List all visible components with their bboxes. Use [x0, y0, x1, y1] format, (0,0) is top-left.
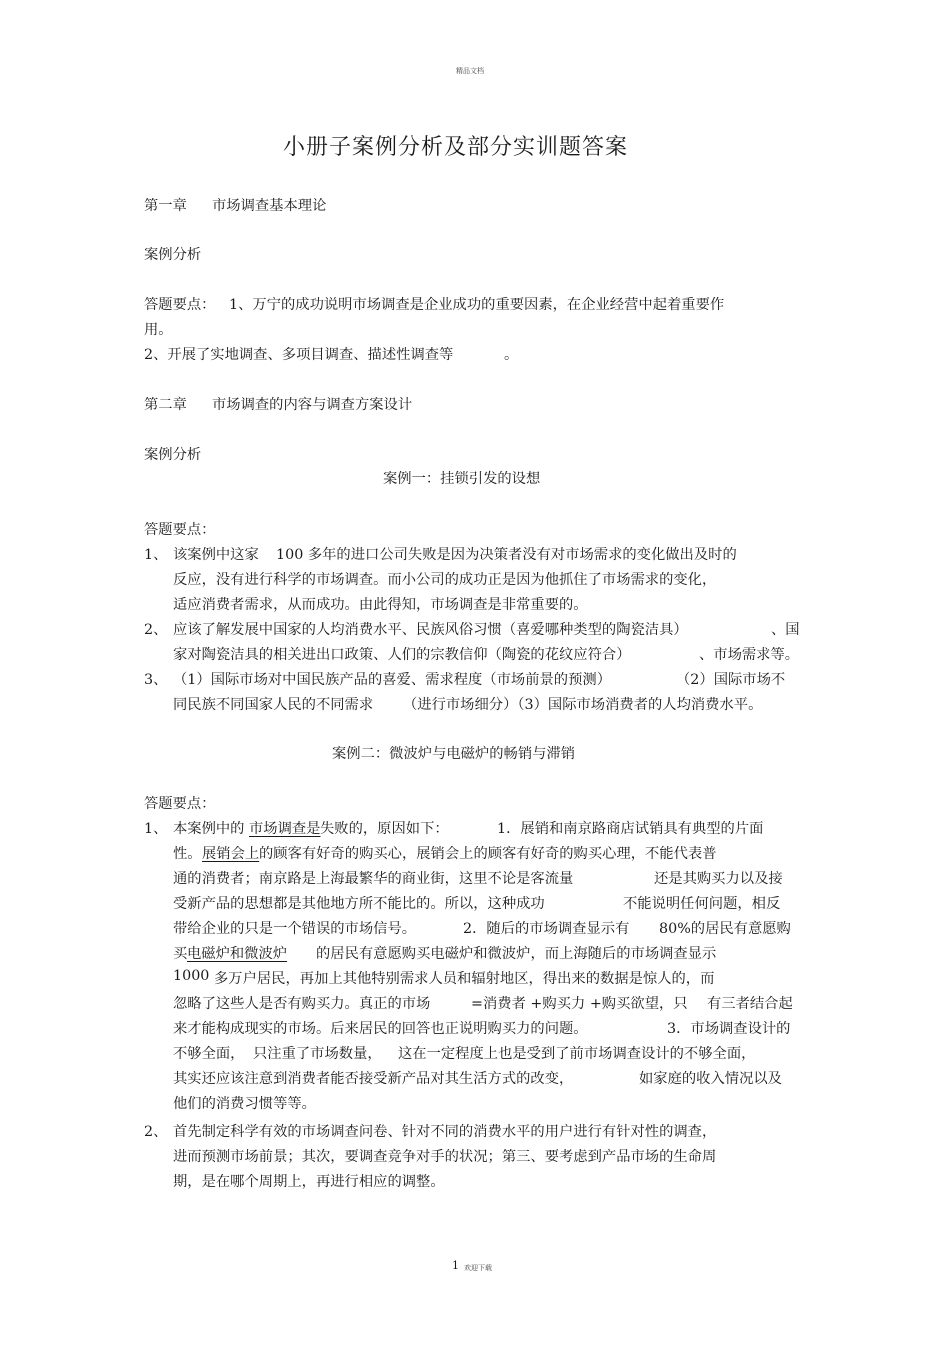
list-text: =消费者 +购买力 +购买欲望，只: [471, 996, 688, 1012]
list-text: 家对陶瓷洁具的相关进出口政策、人们的宗教信仰（陶瓷的花纹应符合）: [173, 647, 631, 663]
page-title: 小册子案例分析及部分实训题答案: [283, 135, 629, 160]
list-text: 来才能构成现实的市场。后来居民的回答也正说明购买力的问题。: [173, 1021, 588, 1037]
list-text: 反应，没有进行科学的市场调查。而小公司的成功正是因为他抓住了市场需求的变化，: [173, 572, 717, 588]
list-text: 只注重了市场数量，: [253, 1046, 382, 1062]
list-number: 3、: [144, 672, 168, 688]
list-number: 2、: [144, 1124, 168, 1140]
list-text: 他们的消费习惯等等。: [173, 1096, 316, 1112]
list-text: 1．展销和南京路商店试销具有典型的片面: [497, 821, 764, 837]
list-text: 同民族不同国家人民的不同需求: [173, 697, 374, 713]
case1-answer-label: 答题要点：: [144, 522, 216, 538]
list-text-underlined: 电磁炉和微波炉: [187, 946, 288, 962]
list-number: 2、: [144, 622, 168, 638]
list-text: 2．随后的市场调查显示有: [463, 921, 630, 937]
list-text: （进行市场细分）（3）国际市场消费者的人均消费水平。: [403, 697, 763, 713]
list-text: 不能说明任何问题，相反: [623, 896, 781, 912]
list-text: 100 多年的进口公司失败是因为决策者没有对市场需求的变化做出及时的: [276, 547, 737, 563]
list-text: 带给企业的只是一个错误的市场信号。: [173, 921, 417, 937]
chapter1-line: 用。: [144, 322, 173, 338]
list-text: 有三者结合起: [707, 996, 793, 1012]
chapter1-line: 2、开展了实地调查、多项目调查、描述性调查等: [144, 347, 454, 363]
chapter1-title: 市场调查基本理论: [212, 198, 327, 214]
list-text: 1000: [173, 968, 210, 984]
list-text: 的居民有意愿购买电磁炉和微波炉，而上海随后的市场调查显示: [316, 946, 717, 962]
chapter2-number: 第二章: [144, 397, 187, 413]
chapter1-section: 案例分析: [144, 247, 202, 263]
case2-title: 案例二：微波炉与电磁炉的畅销与滞销: [332, 746, 576, 762]
list-text: 失败的，原因如下：: [320, 821, 449, 837]
list-text: 如家庭的收入情况以及: [639, 1071, 782, 1087]
page-number: 1: [452, 1259, 459, 1272]
list-text-underlined: 市场调查是: [249, 821, 321, 837]
list-text: 的顾客有好奇的购买心，展销会上的顾客有好奇的购买心理，不能代表普: [259, 846, 717, 862]
list-text: 应该了解发展中国家的人均消费水平、民族风俗习惯（喜爱哪种类型的陶瓷洁具）: [173, 622, 688, 638]
list-text: 其实还应该注意到消费者能否接受新产品对其生活方式的改变，: [173, 1071, 574, 1087]
header-watermark: 精品文档: [456, 67, 484, 75]
list-text: 、市场需求等。: [699, 647, 800, 663]
list-number: 1、: [144, 821, 168, 837]
list-text: 80%的居民有意愿购: [659, 921, 791, 937]
list-text: 这在一定程度上也是受到了前市场调查设计的不够全面，: [398, 1046, 756, 1062]
list-text: 通的消费者；南京路是上海最繁华的商业街，这里不论是客流量: [173, 871, 574, 887]
list-text-underlined: 展销会上: [202, 846, 260, 862]
list-text: 买: [173, 946, 188, 962]
chapter2-title: 市场调查的内容与调查方案设计: [212, 397, 413, 413]
list-text: 还是其购买力以及接: [654, 871, 783, 887]
case1-title: 案例一：挂锁引发的设想: [383, 471, 541, 487]
list-text: 忽略了这些人是否有购买力。真正的市场: [173, 996, 431, 1012]
list-text: 多万户居民，再加上其他特别需求人员和辐射地区，得出来的数据是惊人的，而: [214, 971, 715, 987]
list-text: 进而预测市场前景；其次，要调查竞争对手的状况；第三、要考虑到产品市场的生命周: [173, 1149, 717, 1165]
list-text: 受新产品的思想都是其他地方所不能比的。所以，这种成功: [173, 896, 545, 912]
chapter1-line: 。: [504, 347, 519, 363]
list-text: （2）国际市场不: [676, 672, 786, 688]
list-number: 1、: [144, 547, 168, 563]
chapter1-answer-label: 答题要点：: [144, 297, 216, 313]
list-text: 不够全面，: [173, 1046, 245, 1062]
list-text: 该案例中这家: [173, 547, 259, 563]
list-text: 期，是在哪个周期上，再进行相应的调整。: [173, 1174, 445, 1190]
list-text: 适应消费者需求，从而成功。由此得知，市场调查是非常重要的。: [173, 597, 588, 613]
list-text: （1）国际市场对中国民族产品的喜爱、需求程度（市场前景的预测）: [173, 672, 611, 688]
list-text: 3．市场调查设计的: [667, 1021, 791, 1037]
chapter2-section: 案例分析: [144, 447, 202, 463]
list-text: 首先制定科学有效的市场调查问卷、针对不同的消费水平的用户进行有针对性的调查，: [173, 1124, 717, 1140]
chapter1-line: 1、万宁的成功说明市场调查是企业成功的重要因素，在企业经营中起着重要作: [229, 297, 725, 313]
list-text: 本案例中的: [173, 821, 245, 837]
list-text: 性。: [173, 846, 202, 862]
list-text: 、国: [771, 622, 800, 638]
chapter1-number: 第一章: [144, 198, 187, 214]
footer-text: 欢迎下载: [464, 1264, 492, 1272]
case2-answer-label: 答题要点：: [144, 796, 216, 812]
